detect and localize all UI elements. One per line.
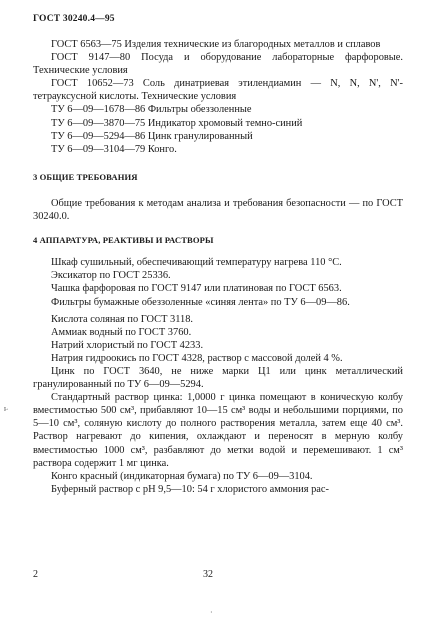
reagent-item: Натрия гидроокись по ГОСТ 4328, раствор с массовой долей 4 %.	[51, 352, 343, 364]
buffer-solution-paragraph: Буферный раствор с pH 9,5—10: 54 г хлористого аммония рас-	[51, 483, 329, 495]
reference-item: ГОСТ 10652—73 Соль динатриевая этилендиамин — N, N, N', N'-тетрауксусной кислоты. Технические условия	[33, 78, 403, 103]
page-number: 32	[203, 569, 213, 580]
reagent-item: Конго красный (индикаторная бумага) по ТУ 6—09—3104.	[51, 470, 313, 482]
reagent-item: Кислота соляная по ГОСТ 3118.	[51, 313, 194, 325]
page-body	[33, 38, 403, 496]
section-text-general-requirements: Общие требования к методам анализа и требования безопасности — по ГОСТ 30240.0.	[33, 197, 403, 223]
reagent-item: Натрий хлористый по ГОСТ 4233.	[51, 339, 204, 351]
footer-left-number: 2	[33, 569, 38, 580]
section-heading-apparatus: 4 АППАРАТУРА, РЕАКТИВЫ И РАСТВОРЫ	[33, 235, 214, 246]
reference-item: ГОСТ 6563—75 Изделия технические из благородных металлов и сплавов	[51, 39, 381, 50]
reference-item: ГОСТ 9147—80 Посуда и оборудование лабораторные фарфоровые. Технические условия	[33, 52, 403, 77]
reference-item: ТУ 6—09—1678—86 Фильтры обеззоленные	[51, 104, 252, 116]
reagent-item: Цинк по ГОСТ 3640, не ниже марки Ц1 или цинк металлический гранулированный по ТУ 6—09—5294.	[33, 365, 403, 391]
apparatus-item: Чашка фарфоровая по ГОСТ 9147 или платиновая по ГОСТ 6563.	[51, 283, 342, 295]
running-head: ГОСТ 30240.4—95	[33, 14, 115, 24]
section-heading-general-requirements: 3 ОБЩИЕ ТРЕБОВАНИЯ	[33, 171, 138, 182]
apparatus-item: Шкаф сушильный, обеспечивающий температуру нагрева 110 °С.	[51, 257, 342, 269]
apparatus-item: Эксикатор по ГОСТ 25336.	[51, 270, 171, 282]
reference-item: ТУ 6—09—3104—79 Конго.	[51, 143, 177, 155]
reagent-item: Аммиак водный по ГОСТ 3760.	[51, 326, 192, 338]
bottom-mark: ·	[210, 608, 213, 617]
apparatus-item: Фильтры бумажные обеззоленные «синяя лента» по ТУ 6—09—86.	[51, 296, 350, 308]
standard-solution-paragraph: Стандартный раствор цинка: 1,0000 г цинка помещают в коническую колбу вместимостью 500 см³, прибавляют 10—15 см³ воды и небольшими порциями, по 5—10 см³, соляную кислоту до полного растворения металла, затем еще 40 см³. Раствор нагревают до кипения, охлаждают и переносят в мерную колбу вместимостью 1000 см³, разбавляют до метки водой и перемешивают. 1 см³ раствора содержит 1 мг цинка.	[33, 392, 403, 469]
reference-item: ТУ 6—09—5294—86 Цинк гранулированный	[51, 130, 253, 142]
reference-item: ТУ 6—09—3870—75 Индикатор хромовый темно-синий	[51, 117, 303, 129]
margin-mark: ⱶ	[4, 404, 9, 413]
